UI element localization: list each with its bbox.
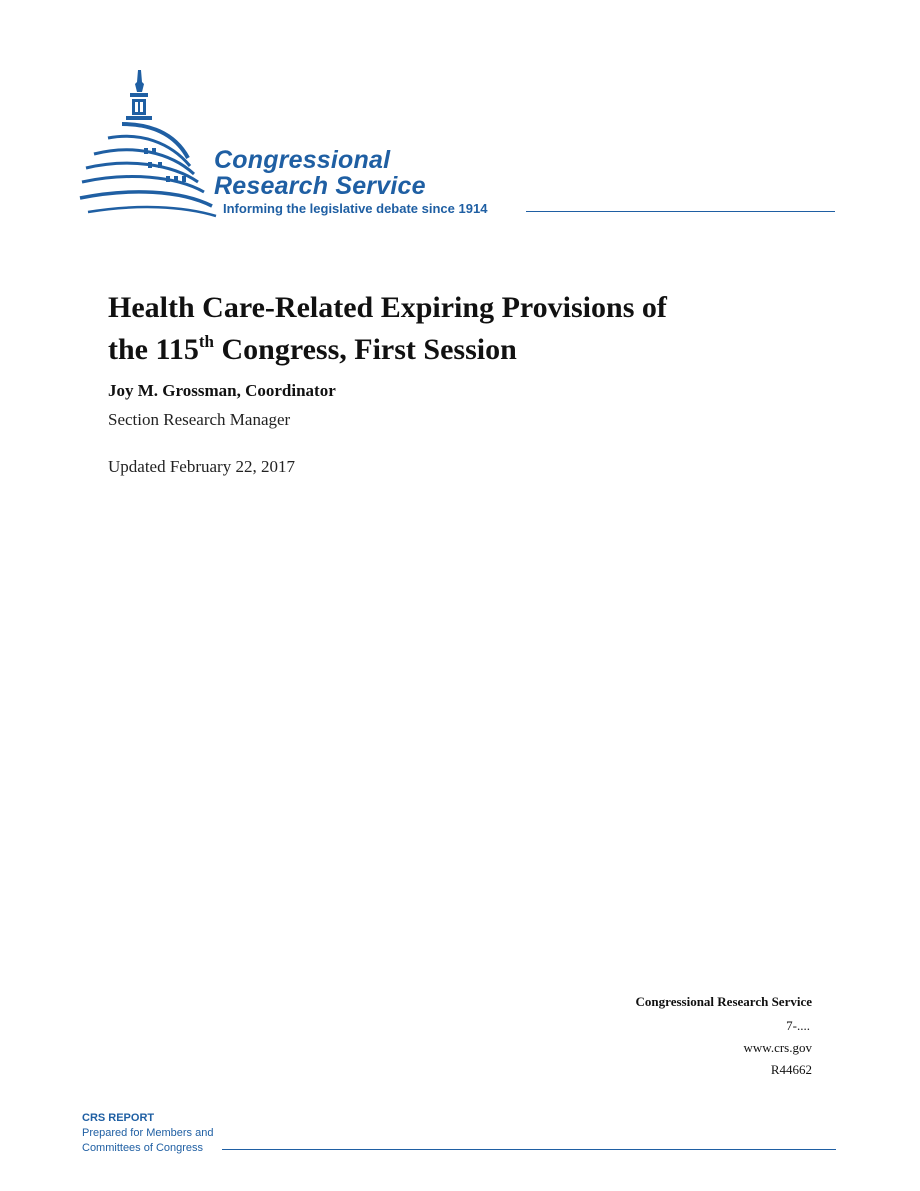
author-name: Joy M. Grossman, Coordinator xyxy=(108,381,336,400)
report-number: 7-.... xyxy=(786,1018,810,1033)
capitol-dome-icon xyxy=(78,66,218,218)
report-title-line1: Health Care-Related Expiring Provisions of xyxy=(108,291,667,324)
author-role: Section Research Manager xyxy=(108,410,291,429)
website-link[interactable]: www.crs.gov xyxy=(743,1040,812,1055)
crs-logo xyxy=(78,66,838,226)
report-title-line2-pre: the 115 xyxy=(108,333,199,366)
updated-date: Updated February 22, 2017 xyxy=(108,457,295,476)
org-name: Congressional Research Service xyxy=(635,994,812,1009)
logo-rule xyxy=(526,211,835,212)
footer-committees: Committees of Congress xyxy=(82,1142,204,1154)
report-id: R44662 xyxy=(770,1062,812,1077)
footer-rule xyxy=(222,1149,836,1150)
logo-tagline: Informing the legislative debate since 1914 xyxy=(223,201,488,216)
logo-title-line1: Congressional xyxy=(214,146,391,174)
footer-crs-report: CRS REPORT xyxy=(82,1112,155,1124)
footer-prepared-for: Prepared for Members and xyxy=(82,1127,214,1139)
logo-title-line2: Research Service xyxy=(214,172,426,200)
report-title-line2-post: Congress, First Session xyxy=(213,333,517,366)
report-title-ordinal: th xyxy=(198,332,214,351)
report-title xyxy=(108,287,808,371)
